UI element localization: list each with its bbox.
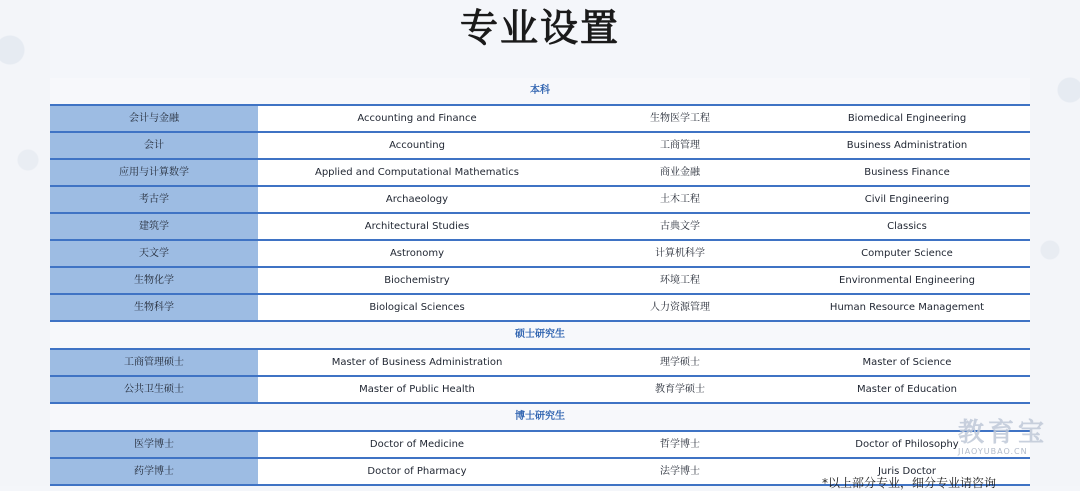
page-title: 专业设置: [459, 6, 620, 50]
major-name-cn: 建筑学: [50, 214, 258, 239]
major-name-cn-right: 教育学硕士: [655, 384, 705, 395]
major-name-cn-right: 生物医学工程: [650, 113, 710, 124]
major-name-en-right: Master of Science: [862, 357, 952, 368]
major-name-en: Biochemistry: [384, 275, 450, 286]
watermark-logo: [958, 412, 1058, 468]
major-name-cn-right: 理学硕士: [660, 357, 700, 368]
major-name-cn-right: 古典文学: [660, 221, 700, 232]
major-name-cn: 生物科学: [50, 295, 258, 320]
major-name-cn-right: 法学博士: [660, 466, 700, 477]
table-row: [50, 241, 1030, 268]
footnote: *以上部分专业，细分专业请咨询: [822, 476, 997, 490]
major-name-cn: 天文学: [50, 241, 258, 266]
major-name-en: Accounting: [389, 140, 445, 151]
major-name-cn: 会计: [50, 133, 258, 158]
section-heading: 硕士研究生: [50, 322, 1030, 348]
major-name-cn: 公共卫生硕士: [50, 377, 258, 402]
major-name-en: Doctor of Pharmacy: [367, 466, 467, 477]
major-name-cn-right: 商业金融: [660, 167, 700, 178]
major-name-cn: 药学博士: [50, 459, 258, 484]
major-name-en: Archaeology: [385, 194, 449, 205]
major-name-cn-right: 环境工程: [660, 275, 700, 286]
major-name-cn-right: 土木工程: [660, 194, 700, 205]
major-name-en-right: Classics: [887, 221, 927, 232]
major-name-cn: 会计与金融: [50, 106, 258, 131]
major-name-en-right: Master of Education: [857, 384, 957, 395]
major-name-en-right: Computer Science: [861, 248, 953, 259]
section-heading: 本科: [50, 78, 1030, 104]
major-name-en: Doctor of Medicine: [369, 439, 465, 450]
major-name-en: Biological Sciences: [369, 302, 465, 313]
major-name-en: Astronomy: [389, 248, 445, 259]
table-row: [50, 133, 1030, 160]
major-name-cn: 医学博士: [50, 432, 258, 457]
table-row: [50, 160, 1030, 187]
major-name-en-right: Civil Engineering: [864, 194, 950, 205]
major-name-en: Architectural Studies: [364, 221, 470, 232]
major-name-cn-right: 工商管理: [660, 140, 700, 151]
major-name-en: Master of Business Administration: [331, 357, 503, 368]
table-row: [50, 187, 1030, 214]
background-decoration-left: [0, 0, 50, 486]
majors-table: [50, 78, 1030, 486]
major-name-en-right: Biomedical Engineering: [847, 113, 967, 124]
major-name-en-right: Environmental Engineering: [839, 275, 975, 286]
table-row: [50, 377, 1030, 404]
major-name-en-right: Business Administration: [846, 140, 968, 151]
major-name-en-right: Human Resource Management: [829, 302, 985, 313]
table-row: [50, 295, 1030, 322]
major-name-cn-right: 人力资源管理: [650, 302, 710, 313]
major-name-cn: 考古学: [50, 187, 258, 212]
major-name-cn: 工商管理硕士: [50, 350, 258, 375]
section-heading: 博士研究生: [50, 404, 1030, 430]
major-name-cn: 应用与计算数学: [50, 160, 258, 185]
watermark-main-text: 教育宝: [958, 418, 1049, 448]
table-row: [50, 106, 1030, 133]
major-name-en: Master of Public Health: [359, 384, 475, 395]
major-name-en: Accounting and Finance: [357, 113, 477, 124]
table-row: [50, 350, 1030, 377]
major-name-cn-right: 计算机科学: [655, 248, 705, 259]
major-name-en: Applied and Computational Mathematics: [314, 167, 520, 178]
table-row: [50, 214, 1030, 241]
major-name-cn-right: 哲学博士: [660, 439, 700, 450]
major-name-en-right: Doctor of Philosophy: [855, 439, 959, 450]
watermark-sub-text: JIAOYUBAO.CN: [958, 447, 1028, 456]
major-name-cn: 生物化学: [50, 268, 258, 293]
major-name-en-right: Juris Doctor: [877, 466, 937, 477]
table-row: [50, 432, 1030, 459]
table-row: [50, 268, 1030, 295]
major-name-en-right: Business Finance: [864, 167, 950, 178]
